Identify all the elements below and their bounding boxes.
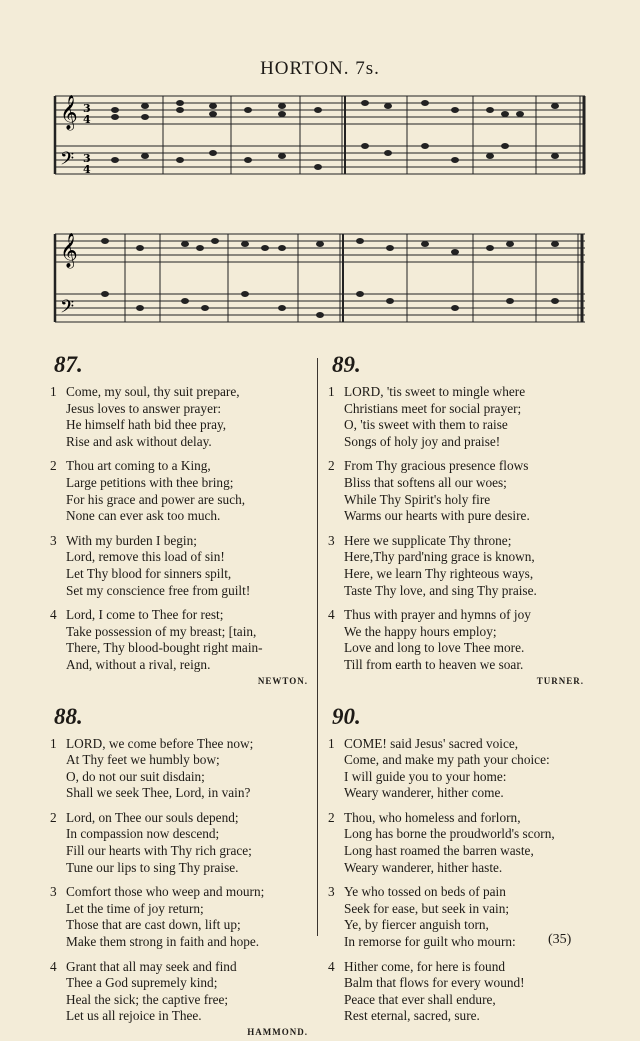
verse-line: With my burden I begin; <box>66 532 197 548</box>
verse-number: 2 <box>50 809 57 825</box>
verse-number: 4 <box>50 607 57 623</box>
hymn-number: 88. <box>54 703 83 729</box>
bar-lines <box>163 96 584 174</box>
verse-number: 2 <box>50 458 57 474</box>
verse-line: Thee a God supremely kind; <box>66 975 218 991</box>
note-heads <box>101 238 559 318</box>
right-column <box>328 350 588 1033</box>
verse-line: Warms our hearts with pure desire. <box>344 508 530 524</box>
hymn-verse <box>328 458 588 524</box>
verse-line: Long has borne the proudworld's scorn, <box>344 826 555 842</box>
verse-line: Let us all rejoice in Thee. <box>66 1008 202 1024</box>
verse-number: 1 <box>328 735 335 751</box>
verse-line: LORD, 'tis sweet to mingle where <box>344 384 526 399</box>
hymn-verse <box>50 384 312 450</box>
verse-line: LORD, we come before Thee now; <box>66 735 254 751</box>
verse-number: 3 <box>50 532 57 548</box>
verse-line: Fill our hearts with Thy rich grace; <box>66 843 252 859</box>
verse-line: Weary wanderer, hither come. <box>344 785 504 801</box>
verse-line: Weary wanderer, hither haste. <box>344 859 503 875</box>
verse-line: Here, we learn Thy righteous ways, <box>344 565 534 581</box>
verse-line: Christians meet for social prayer; <box>344 400 522 416</box>
verse-line: Let Thy blood for sinners spilt, <box>66 565 232 581</box>
verse-number: 4 <box>328 607 335 623</box>
verse-line: Taste Thy love, and sing Thy praise. <box>344 582 537 598</box>
verse-line: Rise and ask without delay. <box>66 433 212 449</box>
hymn-verse <box>50 884 312 950</box>
verse-line: And, without a rival, reign. <box>66 656 211 672</box>
verse-line: Large petitions with thee bring; <box>66 474 234 490</box>
verse-line: While Thy Spirit's holy fire <box>344 491 491 507</box>
hymn-author: TURNER. <box>536 675 584 686</box>
verse-number: 3 <box>328 532 335 548</box>
verse-line: He himself hath bid thee pray, <box>66 417 227 433</box>
verse-line: Peace that ever shall endure, <box>344 991 496 1007</box>
hymn-verse <box>328 533 588 599</box>
verse-line: Jesus loves to answer prayer: <box>66 400 222 416</box>
verse-line: Ye, by fiercer anguish torn, <box>344 917 489 933</box>
bar-lines <box>125 234 582 322</box>
verse-line: Here,Thy pard'ning grace is known, <box>344 549 535 565</box>
verse-line: Till from earth to heaven we soar. <box>344 656 524 672</box>
svg-text:4: 4 <box>83 163 91 176</box>
hymn-verse <box>328 736 588 802</box>
verse-line: Shall we seek Thee, Lord, in vain? <box>66 785 251 801</box>
verse-line: Love and long to love Thee more. <box>344 640 525 656</box>
verse-number: 4 <box>328 958 335 974</box>
bass-staff-1 <box>55 146 585 174</box>
hymn-verse <box>328 810 588 876</box>
verse-number: 1 <box>50 384 57 399</box>
hymn-verse <box>328 959 588 1025</box>
verse-line: Take possession of my breast; [tain, <box>66 623 257 639</box>
verse-line: O, 'tis sweet with them to raise <box>344 417 508 433</box>
verse-line: Come, and make my path your choice: <box>344 752 550 768</box>
verse-line: None can ever ask too much. <box>66 508 221 524</box>
verse-line: Grant that all may seek and find <box>66 958 237 974</box>
bass-clef-icon: 𝄢 <box>60 149 75 174</box>
verse-line: Comfort those who weep and mourn; <box>66 884 265 900</box>
hymn-verse <box>50 458 312 524</box>
verse-line: Lord, I come to Thee for rest; <box>66 607 224 623</box>
hymn-verse <box>50 533 312 599</box>
time-signature: 3 <box>83 102 91 115</box>
verse-line: Thou, who homeless and forlorn, <box>344 809 521 825</box>
verse-line: Rest eternal, sacred, sure. <box>344 1008 480 1024</box>
verse-number: 2 <box>328 458 335 474</box>
verse-number: 4 <box>50 958 57 974</box>
verse-line: Bliss that softens all our woes; <box>344 474 507 490</box>
treble-clef-icon: 𝄞 <box>60 95 78 130</box>
hymn-number: 89. <box>332 352 361 377</box>
verse-line: Hither come, for here is found <box>344 958 505 974</box>
hymn-number: 87. <box>54 352 83 377</box>
hymn-verse <box>50 736 312 802</box>
hymn-number: 90. <box>332 703 361 729</box>
verse-line: COME! said Jesus' sacred voice, <box>344 735 519 751</box>
verse-line: At Thy feet we humbly bow; <box>66 752 220 768</box>
verse-number: 2 <box>328 809 335 825</box>
verse-line: Lord, remove this load of sin! <box>66 549 225 565</box>
hymn-verse <box>328 384 588 450</box>
verse-line: Let the time of joy return; <box>66 900 204 916</box>
verse-line: We the happy hours employ; <box>344 623 497 639</box>
hymn-verse <box>328 607 588 673</box>
verse-line: Ye who tossed on beds of pain <box>344 884 506 900</box>
hymn-author: NEWTON. <box>257 675 308 686</box>
verse-line: In remorse for guilt who mourn: <box>344 934 516 950</box>
verse-line: Come, my soul, thy suit prepare, <box>66 384 240 399</box>
verse-line: Long hast roamed the barren waste, <box>344 843 534 859</box>
verse-number: 3 <box>328 884 335 900</box>
column-divider <box>317 358 318 936</box>
verse-number: 3 <box>50 884 57 900</box>
verse-line: In compassion now descend; <box>66 826 220 842</box>
svg-text:4: 4 <box>83 113 91 126</box>
verse-number: 1 <box>328 384 335 399</box>
verse-line: Set my conscience free from guilt! <box>66 582 251 598</box>
verse-line: Tune our lips to sing Thy praise. <box>66 859 239 875</box>
verse-line: Thou art coming to a King, <box>66 458 211 474</box>
bass-clef-icon: 𝄢 <box>60 297 75 322</box>
verse-line: Songs of holy joy and praise! <box>344 433 501 449</box>
verse-line: Heal the sick; the captive free; <box>66 991 229 1007</box>
verse-line: There, Thy blood-bought right main- <box>66 640 263 656</box>
hymn-verse <box>50 810 312 876</box>
verse-line: Thus with prayer and hymns of joy <box>344 607 531 623</box>
verse-number: 1 <box>50 735 57 751</box>
page-number: (35) <box>548 932 572 947</box>
verse-line: From Thy gracious presence flows <box>344 458 529 474</box>
music-system-2 <box>0 222 640 338</box>
verse-line: Those that are cast down, lift up; <box>66 917 241 933</box>
treble-clef-icon: 𝄞 <box>60 233 78 268</box>
tune-title: HORTON. 7s. <box>260 58 380 79</box>
verse-line: Make them strong in faith and hope. <box>66 934 260 950</box>
treble-staff-2 <box>55 234 585 262</box>
verse-line: Balm that flows for every wound! <box>344 975 525 991</box>
verse-line: O, do not our suit disdain; <box>66 768 205 784</box>
verse-line: For his grace and power are such, <box>66 491 246 507</box>
verse-line: I will guide you to your home: <box>344 768 507 784</box>
hymn-verse <box>50 607 312 673</box>
music-system-1 <box>0 84 640 200</box>
hymn-author: HAMMOND. <box>247 1027 308 1037</box>
svg-text:3: 3 <box>83 152 91 165</box>
left-column <box>50 350 312 1041</box>
hymn-verse <box>50 959 312 1025</box>
verse-line: Lord, on Thee our souls depend; <box>66 809 239 825</box>
verse-line: Seek for ease, but seek in vain; <box>344 900 510 916</box>
verse-line: Here we supplicate Thy throne; <box>344 532 512 548</box>
